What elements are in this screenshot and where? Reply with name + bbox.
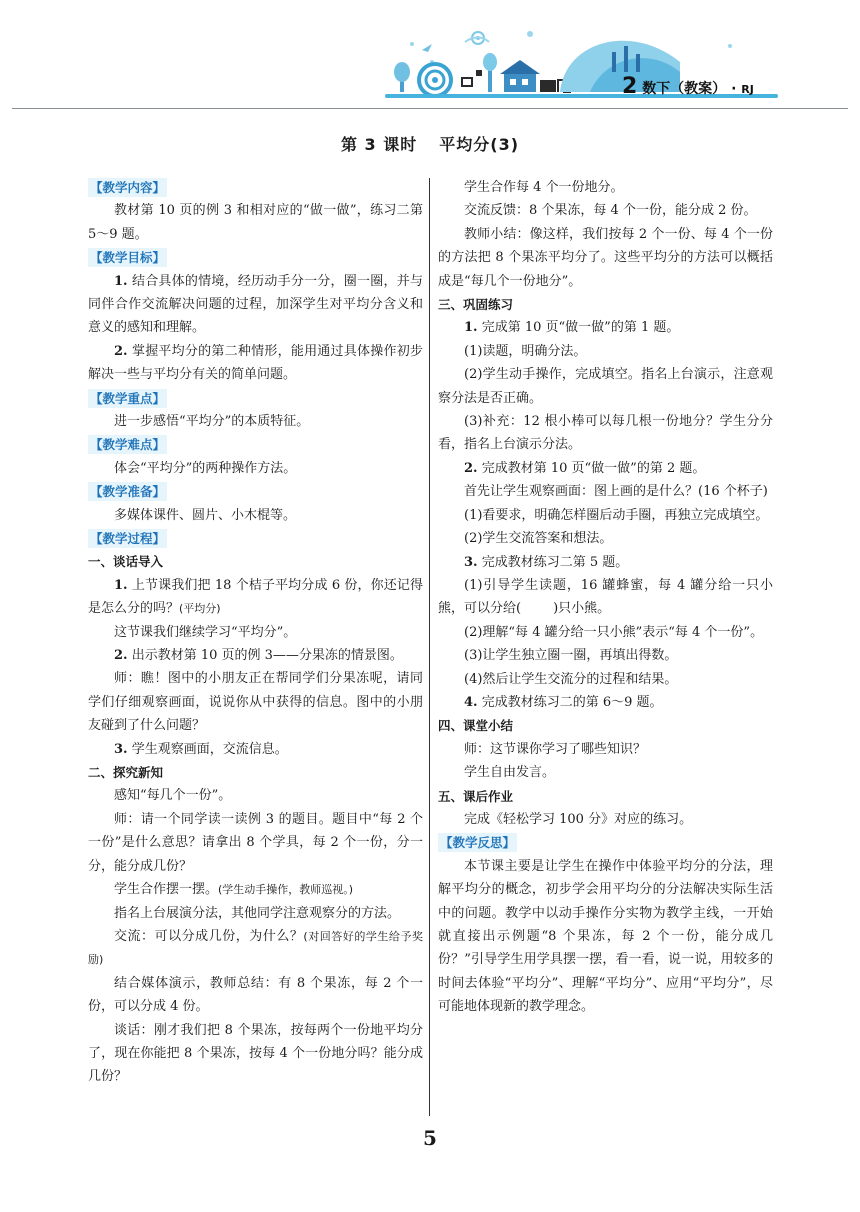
paragraph [438,176,773,199]
item-number: 2. [114,343,128,359]
paragraph-text: 指名上台展演分法，其他同学注意观察分的方法。 [114,905,401,921]
series-dot: · [731,81,737,97]
paragraph-text: 多媒体课件、圆片、小木棍等。 [114,507,297,523]
paragraph [88,1019,423,1089]
section-tag: 【教学准备】 [90,484,166,500]
lesson-number: 第 3 课时 [340,135,418,154]
page-header [0,0,860,110]
paragraph-text: (3)补充：12 根小棒可以每几根一份地分？学生分分看，指名上台演示分法。 [438,414,773,453]
paragraph [88,644,423,667]
item-number: 1. [464,320,478,336]
paragraph [88,199,423,246]
paragraph [438,761,773,784]
paragraph-text: 首先让学生观察画面：图上画的是什么？(16 个杯子) [464,484,768,500]
paragraph [438,504,773,527]
section-tag: 【教学反思】 [440,835,516,851]
paragraph-text: 完成教材第 10 页“做一做”的第 2 题。 [481,460,706,476]
paragraph-text: 学生合作每 4 个一份地分。 [464,180,624,195]
section-tag: 【教学重点】 [90,390,166,406]
paragraph [88,902,423,925]
section-tag: 【教学过程】 [90,531,166,547]
paragraph-text: 学生观察画面，交流信息。 [131,741,288,757]
section-tag-row [88,246,423,269]
header-rule [12,108,848,109]
column-divider [429,178,430,1116]
section-heading: 三、巩固练习 [438,297,514,313]
paragraph [88,878,423,901]
paragraph [88,808,423,878]
item-number: 2. [114,648,128,664]
section-tag-row [88,433,423,456]
section-heading: 四、课堂小结 [438,718,514,734]
page-number: 5 [423,1126,437,1150]
paragraph-text-after: )只小熊。 [553,601,611,617]
item-number: 2. [464,460,478,476]
paragraph [88,410,423,433]
paragraph-text: 掌握平均分的第二种情形，能用通过具体操作初步解决一些与平均分有关的简单问题。 [88,343,423,383]
item-number: 1. [114,577,128,593]
paragraph-text: (3)让学生独立圈一圈，再填出得数。 [464,648,678,664]
paragraph-text: 学生合作摆一摆。 [114,882,219,898]
item-number: 3. [114,741,128,757]
inline-note: (平均分) [179,602,221,616]
paragraph [88,574,423,621]
section-tag: 【教学目标】 [90,250,166,266]
section-heading: 五、课后作业 [438,788,514,804]
paragraph-text: 教师小结：像这样，我们按每 2 个一份、每 4 个一份的方法把 8 个果冻平均分了。这些平均分的方法可以概括成是“每几个一份地分”。 [438,226,773,289]
section-tag-row [88,480,423,503]
paragraph-text: 结合媒体演示，教师总结：有 8 个果冻，每 2 个一份，可以分成 4 份。 [88,975,423,1015]
paragraph [438,199,773,222]
paragraph-text: 师：请一个同学读一读例 3 的题目。题目中“每 2 个一份”是什么意思？请拿出 8 个学具，每 2 个一份，分一分，能分成几份？ [88,811,423,874]
section-heading: 二、探究新知 [88,765,164,781]
series-label [622,74,754,99]
section-tag-row [88,176,423,199]
lesson-title [0,132,860,155]
paragraph [88,621,423,644]
lesson-topic: 平均分(3) [439,135,520,154]
paragraph-text: 教材第 10 页的例 3 和相对应的“做一做”，练习二第 5～9 题。 [88,203,423,242]
paragraph [88,925,423,972]
paragraph-text: 感知“每几个一份”。 [114,788,232,804]
paragraph-text: (1)引导学生读题，16 罐蜂蜜，每 4 罐分给一只小熊，可以分给( [438,577,773,617]
paragraph [438,691,773,714]
paragraph [88,784,423,807]
paragraph-text: 本节课主要是让学生在操作中体验平均分的分法，理解平均分的概念，初步学会用平均分的分法解决实际生活中的问题。教学中以动手操作分实物为教学主线，一开始就直接出示例题“8 个果冻，每 2 个一份，能分成几份？”引导学生用学具摆一摆，看一看，说一说，用较多的时间去体验“平均分”、理解“平均分”、应用“平均分”，尽可能地体现新的教学理念。 [438,858,773,1015]
paragraph-text: 完成教材练习二第 5 题。 [481,554,629,570]
series-title: 数下（教案） [642,81,727,97]
paragraph-text: 交流反馈：8 个果冻，每 4 个一份，能分成 2 份。 [464,203,757,219]
paragraph-text: 师：瞧！图中的小朋友正在帮同学们分果冻呢，请同学们仔细观察画面，说说你从中获得的信息。图中的小朋友碰到了什么问题？ [88,671,423,734]
section-tag-row [88,387,423,410]
paragraph-text: 师：这节课你学习了哪些知识？ [464,741,647,757]
paragraph-text: 谈话：刚才我们把 8 个果冻，按每两个一份地平均分了，现在你能把 8 个果冻，按每 4 个一份地分吗？能分成几份？ [88,1022,423,1085]
paragraph-text: 进一步感悟“平均分”的本质特征。 [114,414,310,430]
paragraph [438,668,773,691]
item-number: 4. [464,694,478,710]
section-tag-row [438,831,773,854]
paragraph [438,457,773,480]
left-column [88,176,423,1089]
paragraph [88,667,423,737]
paragraph [438,551,773,574]
paragraph [438,363,773,410]
paragraph [438,621,773,644]
paragraph-text: (2)学生动手操作，完成填空。指名上台演示，注意观察分法是否正确。 [438,367,773,406]
paragraph [88,340,423,387]
series-grade: 2 [622,74,638,99]
paragraph [438,527,773,550]
paragraph [438,480,773,503]
item-number: 1. [114,273,128,289]
right-column [438,176,773,1019]
paragraph-text: 学生自由发言。 [464,765,556,781]
paragraph [438,316,773,339]
paragraph [438,340,773,363]
paragraph [88,457,423,480]
section-tag: 【教学难点】 [90,437,166,453]
paragraph-text: 体会“平均分”的两种操作方法。 [114,460,297,476]
paragraph-text: 出示教材第 10 页的例 3——分果冻的情景图。 [131,648,403,664]
paragraph-text: 完成教材练习二的第 6～9 题。 [481,694,663,710]
paragraph-text: 结合具体的情境，经历动手分一分，圈一圈，并与同伴合作交流解决问题的过程，加深学生对平均分含义和意义的感知和理解。 [88,273,423,336]
section-heading: 一、谈话导入 [88,554,164,570]
paragraph-text: (2)理解“每 4 罐分给一只小熊”表示“每 4 个一份”。 [464,624,764,640]
paragraph [88,270,423,340]
paragraph-text: (1)看要求，明确怎样圈后动手圈，再独立完成填空。 [464,507,769,523]
series-edition: RJ [741,83,754,96]
paragraph-text: (4)然后让学生交流分的过程和结果。 [464,671,678,687]
paragraph [438,738,773,761]
paragraph-text: (2)学生交流答案和想法。 [464,531,613,547]
paragraph-text: 完成《轻松学习 100 分》对应的练习。 [464,811,693,827]
section-tag: 【教学内容】 [90,180,166,195]
paragraph-text: 这节课我们继续学习“平均分”。 [114,624,297,640]
paragraph [438,855,773,1019]
paragraph [438,808,773,831]
paragraph [88,504,423,527]
section-tag-row [88,527,423,550]
paragraph [438,574,773,621]
paragraph-text: 完成第 10 页“做一做”的第 1 题。 [481,320,680,336]
paragraph [438,644,773,667]
paragraph-text: 上节课我们把 18 个桔子平均分成 6 份，你还记得是怎么分的吗？ [88,577,423,617]
paragraph-text: (1)读题，明确分法。 [464,343,587,359]
paragraph [88,972,423,1019]
paragraph [438,410,773,457]
inline-note: (学生动手操作，教师巡视。) [218,883,354,897]
inline-note: (对回答好的学生给予奖励) [88,929,423,967]
item-number: 3. [464,554,478,570]
paragraph-text: 交流：可以分成几份，为什么？ [114,928,304,944]
paragraph [88,738,423,761]
paragraph [438,223,773,293]
